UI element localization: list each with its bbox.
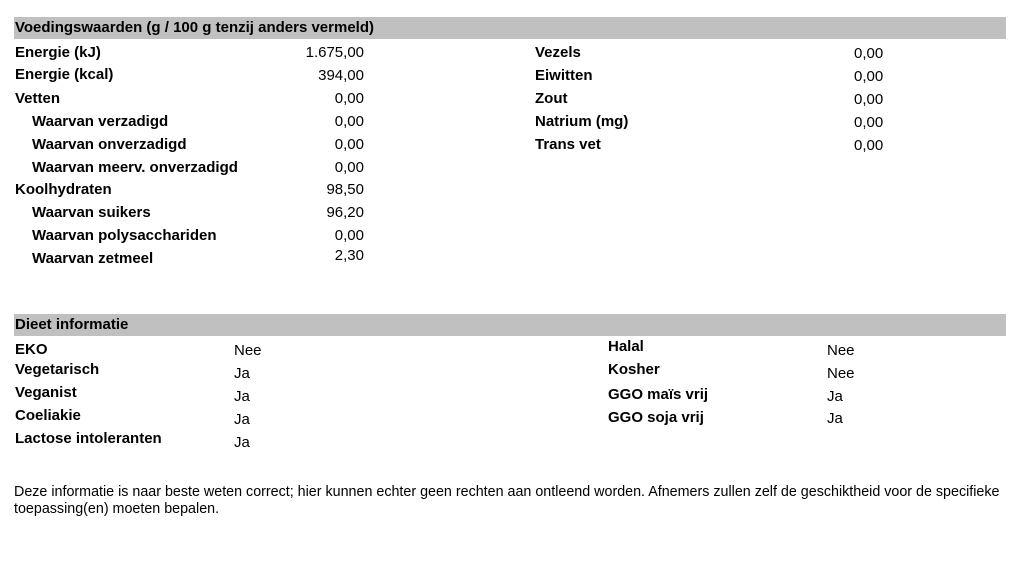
nutrition-value-sodium: 0,00 — [854, 114, 884, 131]
nutrition-value-polysaccharides: 0,00 — [334, 227, 364, 244]
diet-label-kosher: Kosher — [608, 361, 660, 378]
nutrition-label-carbohydrates: Koolhydraten — [15, 181, 112, 198]
nutrition-label-unsaturated: Waarvan onverzadigd — [32, 136, 187, 153]
diet-value-vegan: Ja — [234, 388, 250, 405]
nutrition-label-protein: Eiwitten — [535, 67, 593, 84]
diet-value-eko: Nee — [234, 342, 262, 359]
diet-label-halal: Halal — [608, 338, 644, 355]
nutrition-value-carbohydrates: 98,50 — [326, 181, 364, 198]
diet-value-kosher: Nee — [827, 365, 855, 382]
diet-value-coeliac: Ja — [234, 411, 250, 428]
nutrition-label-polyunsaturated: Waarvan meerv. onverzadigd — [32, 159, 238, 176]
nutrition-value-saturated: 0,00 — [334, 113, 364, 130]
nutrition-label-salt: Zout — [535, 90, 568, 107]
nutrition-label-trans-fat: Trans vet — [535, 136, 601, 153]
diet-label-vegan: Veganist — [15, 384, 77, 401]
nutrition-value-fat: 0,00 — [334, 90, 364, 107]
diet-value-halal: Nee — [827, 342, 855, 359]
nutrition-value-polyunsaturated: 0,00 — [334, 159, 364, 176]
diet-value-gmo-soy-free: Ja — [827, 410, 843, 427]
nutrition-label-fiber: Vezels — [535, 44, 581, 61]
nutrition-value-energy-kj: 1.675,00 — [305, 44, 364, 61]
diet-label-lactose: Lactose intoleranten — [15, 430, 162, 447]
nutrition-value-salt: 0,00 — [854, 91, 884, 108]
nutrition-label-saturated: Waarvan verzadigd — [32, 113, 169, 130]
nutrition-value-sugars: 96,20 — [326, 204, 364, 221]
diet-value-vegetarian: Ja — [234, 365, 250, 382]
nutrition-value-energy-kcal: 394,00 — [318, 67, 364, 84]
diet-label-gmo-soy-free: GGO soja vrij — [608, 409, 704, 426]
diet-header: Dieet informatie — [14, 314, 1006, 336]
disclaimer-text: Deze informatie is naar beste weten correct; hier kunnen echter geen rechten aan ontleend worden. Afnemers zullen zelf de geschiktheid voor de specifieke toepassing(en) moeten bepalen. — [14, 484, 1000, 517]
diet-value-gmo-corn-free: Ja — [827, 388, 843, 405]
nutrition-label-energy-kcal: Energie (kcal) — [15, 66, 114, 83]
nutrition-value-protein: 0,00 — [854, 68, 884, 85]
nutrition-label-fat: Vetten — [15, 90, 61, 107]
diet-label-eko: EKO — [15, 341, 48, 358]
diet-label-coeliac: Coeliakie — [15, 407, 81, 424]
diet-label-vegetarian: Vegetarisch — [15, 361, 100, 378]
nutrition-value-starch: 2,30 — [334, 247, 364, 264]
nutrition-value-fiber: 0,00 — [854, 45, 884, 62]
diet-value-lactose: Ja — [234, 434, 250, 451]
nutrition-value-unsaturated: 0,00 — [334, 136, 364, 153]
nutrition-label-sugars: Waarvan suikers — [32, 204, 151, 221]
nutrition-label-energy-kj: Energie (kJ) — [15, 44, 101, 61]
nutrition-label-starch: Waarvan zetmeel — [32, 250, 154, 267]
nutrition-label-sodium: Natrium (mg) — [535, 113, 629, 130]
diet-label-gmo-corn-free: GGO maïs vrij — [608, 386, 709, 403]
nutrition-label-polysaccharides: Waarvan polysacchariden — [32, 227, 217, 244]
nutrition-value-trans-fat: 0,00 — [854, 137, 884, 154]
nutrition-header: Voedingswaarden (g / 100 g tenzij anders vermeld) — [14, 17, 1006, 39]
